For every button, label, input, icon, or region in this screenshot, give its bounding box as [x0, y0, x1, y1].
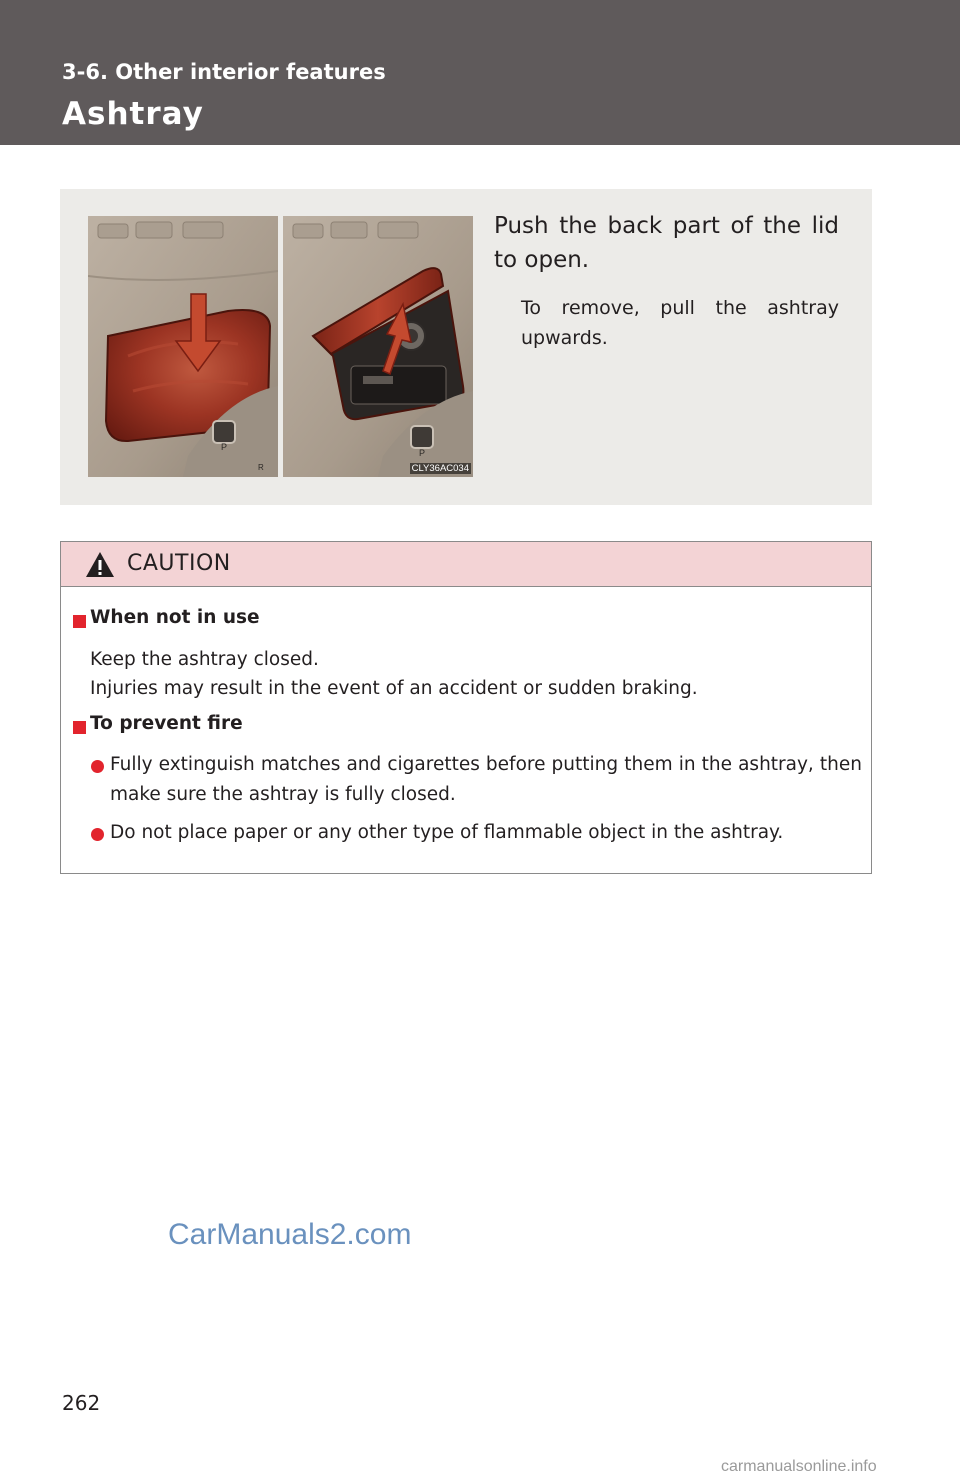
page-header: [0, 0, 960, 145]
page-number: 262: [62, 1391, 101, 1415]
footer-site: carmanualsonline.info: [721, 1458, 877, 1475]
caution-title: CAUTION: [127, 551, 231, 576]
svg-text:R: R: [258, 463, 264, 472]
round-bullet: [91, 760, 104, 773]
fire-bullet1-line2: make sure the ashtray is fully closed.: [110, 784, 456, 805]
fire-bullet2-line1: Do not place paper or any other type of flammable object in the ashtray.: [110, 822, 784, 843]
removal-note-line1: To remove, pull the ashtray: [521, 297, 839, 319]
square-bullet: [73, 721, 86, 734]
figure-code: CLY36AC034: [411, 463, 469, 474]
section-heading-not-in-use: When not in use: [90, 607, 260, 628]
caution-header: [61, 542, 871, 587]
figure-box: [60, 189, 872, 505]
removal-note-line2: upwards.: [521, 327, 608, 349]
page-title: Ashtray: [62, 96, 204, 132]
caution-box: [60, 541, 872, 874]
svg-text:P: P: [221, 442, 228, 452]
warning-triangle-icon: [85, 551, 115, 578]
ashtray-open-photo: [283, 216, 473, 477]
not-in-use-line1: Keep the ashtray closed.: [90, 649, 319, 670]
round-bullet: [91, 828, 104, 841]
section-label: 3-6. Other interior features: [62, 60, 386, 84]
ashtray-closed-photo: [88, 216, 278, 477]
watermark: CarManuals2.com: [168, 1218, 412, 1251]
not-in-use-line2: Injuries may result in the event of an accident or sudden braking.: [90, 678, 698, 699]
square-bullet: [73, 615, 86, 628]
fire-bullet1-line1: Fully extinguish matches and cigarettes before putting them in the ashtray, then: [110, 754, 862, 775]
instruction-text: Push the back part of the lid to open.: [494, 213, 839, 273]
svg-text:P: P: [419, 448, 426, 458]
section-heading-prevent-fire: To prevent fire: [90, 713, 243, 734]
